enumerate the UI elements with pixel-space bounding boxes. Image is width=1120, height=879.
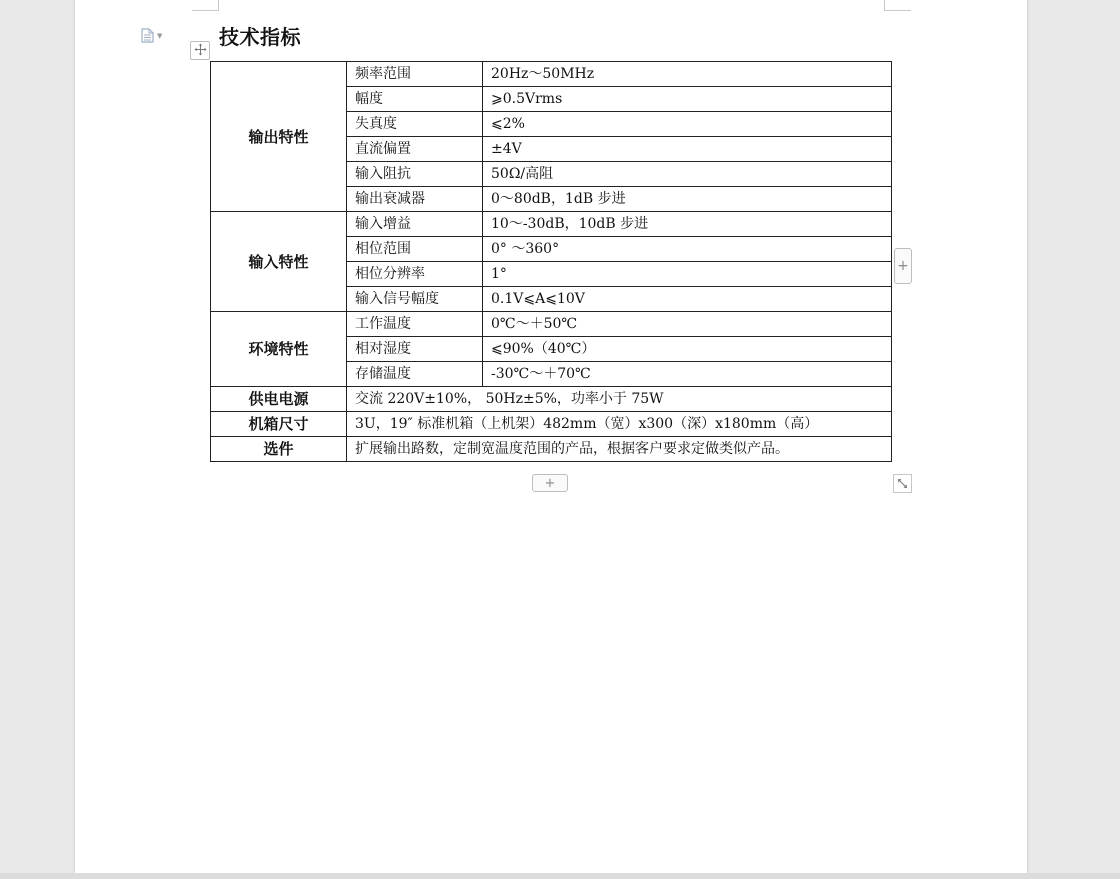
param-name-cell[interactable]: 相对湿度 <box>347 337 483 362</box>
table-row[interactable] <box>211 437 892 462</box>
plus-icon: + <box>897 258 909 274</box>
table-row[interactable] <box>211 412 892 437</box>
margin-corner-mark <box>884 0 911 11</box>
param-value-cell[interactable]: 交流 220V±10%， 50Hz±5%，功率小于 75W <box>347 387 892 412</box>
param-name-cell[interactable]: 直流偏置 <box>347 137 483 162</box>
resize-handle-icon <box>897 474 908 493</box>
param-name-cell[interactable]: 幅度 <box>347 87 483 112</box>
table-row[interactable] <box>211 387 892 412</box>
category-cell[interactable]: 输入特性 <box>211 212 347 312</box>
param-value-cell[interactable]: ⩽2% <box>483 112 892 137</box>
paragraph-menu-button[interactable] <box>141 26 162 44</box>
param-name-cell[interactable]: 输入增益 <box>347 212 483 237</box>
param-name-cell[interactable]: 输入信号幅度 <box>347 287 483 312</box>
param-value-cell[interactable]: 0℃～＋50℃ <box>483 312 892 337</box>
param-value-cell[interactable]: 0.1V⩽A⩽10V <box>483 287 892 312</box>
table-row[interactable] <box>211 212 892 237</box>
category-cell[interactable]: 供电电源 <box>211 387 347 412</box>
plus-icon: + <box>544 475 556 491</box>
param-value-cell[interactable]: 1° <box>483 262 892 287</box>
param-value-cell[interactable]: 扩展输出路数，定制宽温度范围的产品，根据客户要求定做类似产品。 <box>347 437 892 462</box>
category-cell[interactable]: 环境特性 <box>211 312 347 387</box>
status-strip <box>0 873 1120 879</box>
category-cell[interactable]: 选件 <box>211 437 347 462</box>
param-name-cell[interactable]: 失真度 <box>347 112 483 137</box>
param-value-cell[interactable]: ±4V <box>483 137 892 162</box>
param-value-cell[interactable]: -30℃～＋70℃ <box>483 362 892 387</box>
param-value-cell[interactable]: 0° ～360° <box>483 237 892 262</box>
param-value-cell[interactable]: 0～80dB，1dB 步进 <box>483 187 892 212</box>
add-column-button[interactable] <box>894 248 912 284</box>
param-value-cell[interactable]: 10～-30dB，10dB 步进 <box>483 212 892 237</box>
param-name-cell[interactable]: 频率范围 <box>347 62 483 87</box>
category-cell[interactable]: 输出特性 <box>211 62 347 212</box>
document-icon <box>141 28 154 43</box>
table-row[interactable] <box>211 62 892 87</box>
category-cell[interactable]: 机箱尺寸 <box>211 412 347 437</box>
move-handle-icon <box>194 41 207 60</box>
add-row-button[interactable] <box>532 474 568 492</box>
param-name-cell[interactable]: 工作温度 <box>347 312 483 337</box>
param-value-cell[interactable]: ⩾0.5Vrms <box>483 87 892 112</box>
param-value-cell[interactable]: 3U，19″ 标准机箱（上机架）482mm（宽）x300（深）x180mm（高） <box>347 412 892 437</box>
param-name-cell[interactable]: 输入阻抗 <box>347 162 483 187</box>
param-name-cell[interactable]: 相位分辨率 <box>347 262 483 287</box>
param-name-cell[interactable]: 输出衰减器 <box>347 187 483 212</box>
spec-table[interactable] <box>210 61 892 462</box>
param-name-cell[interactable]: 存储温度 <box>347 362 483 387</box>
page-title: 技术指标 <box>219 25 301 49</box>
param-value-cell[interactable]: 50Ω/高阻 <box>483 162 892 187</box>
margin-corner-mark <box>192 0 219 11</box>
param-value-cell[interactable]: ⩽90%（40℃） <box>483 337 892 362</box>
table-row[interactable] <box>211 312 892 337</box>
param-name-cell[interactable]: 相位范围 <box>347 237 483 262</box>
param-value-cell[interactable]: 20Hz～50MHz <box>483 62 892 87</box>
table-move-handle[interactable] <box>190 41 210 60</box>
chevron-down-icon: ▼ <box>157 31 163 40</box>
table-resize-handle[interactable] <box>893 474 912 493</box>
